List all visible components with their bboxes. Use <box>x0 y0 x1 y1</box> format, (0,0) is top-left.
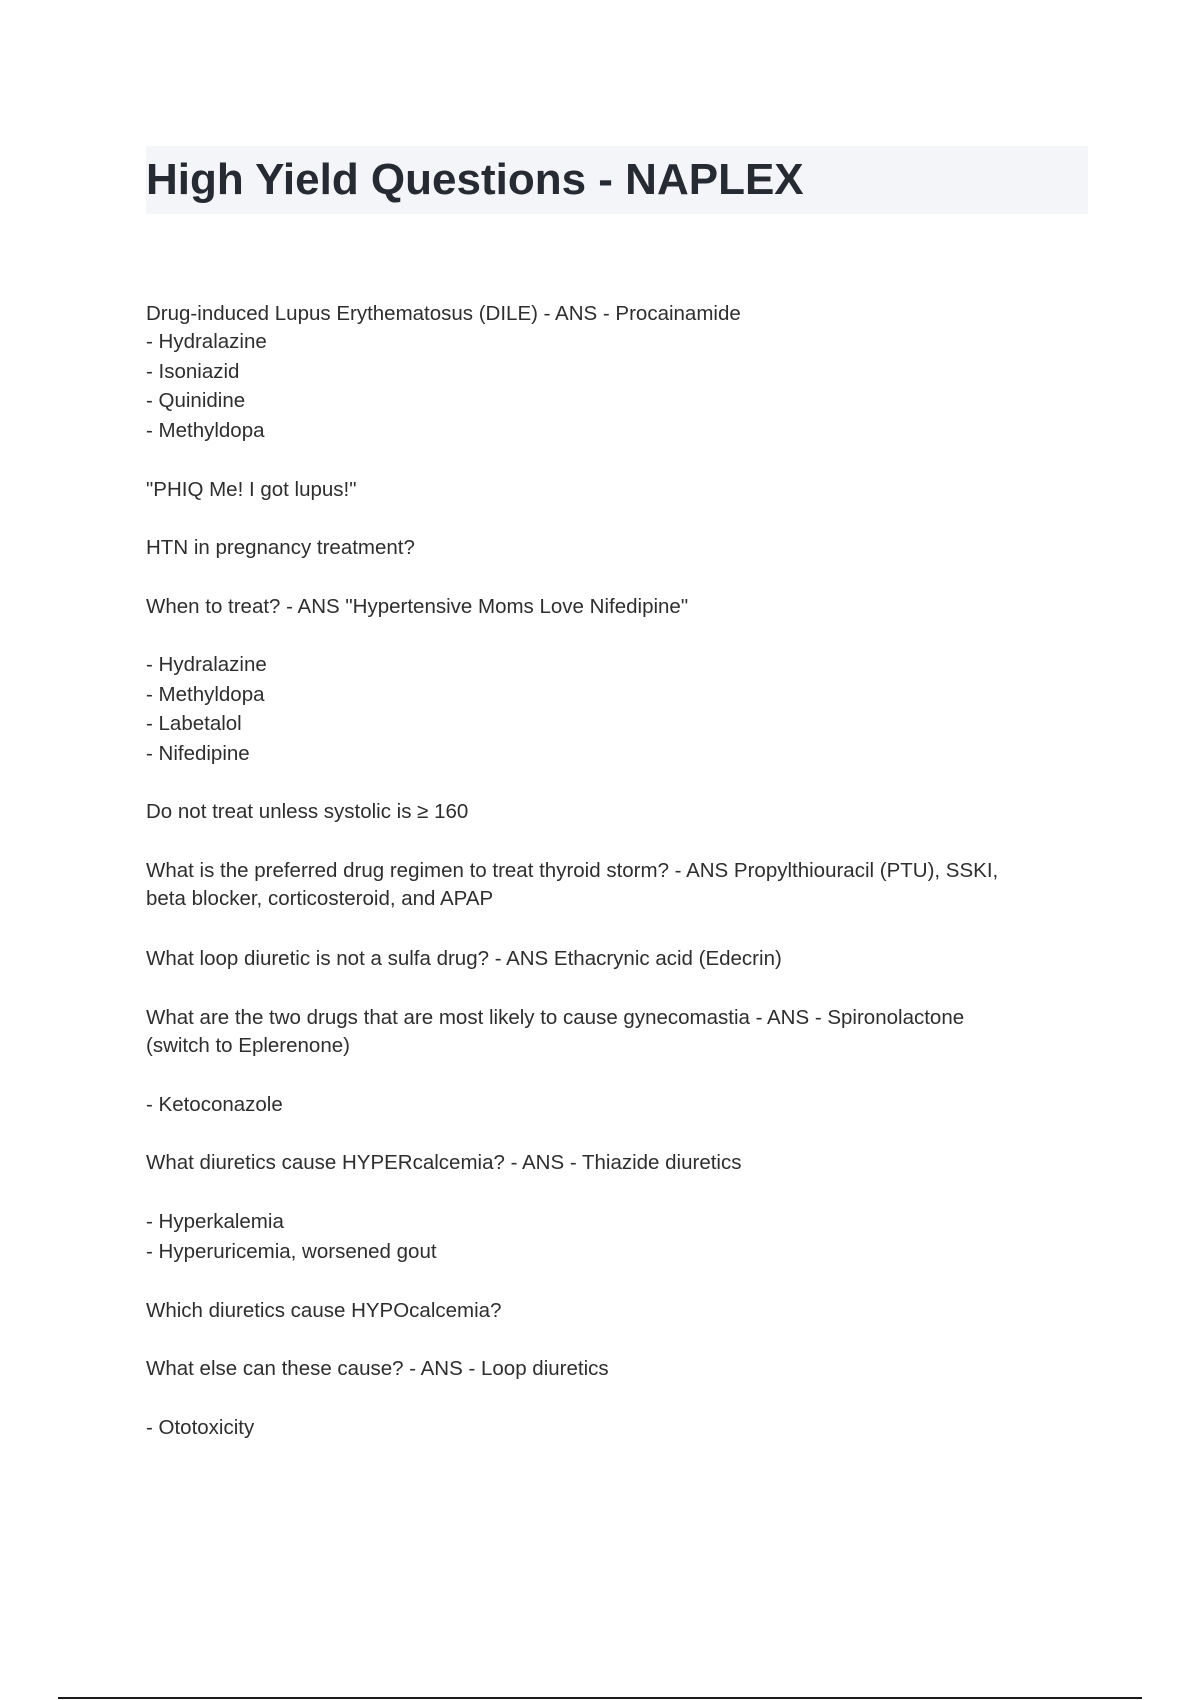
text-line: - Hyperkalemia <box>146 1210 284 1233</box>
text-line: - Nifedipine <box>146 742 250 765</box>
text-line: beta blocker, corticosteroid, and APAP <box>146 887 494 910</box>
text-line: - Hydralazine <box>146 653 267 676</box>
document-title: High Yield Questions - NAPLEX <box>146 155 804 204</box>
text-line: - Isoniazid <box>146 360 240 383</box>
text-line: - Hydralazine <box>146 330 267 353</box>
text-line: "PHIQ Me! I got lupus!" <box>146 478 357 501</box>
text-line: - Hyperuricemia, worsened gout <box>146 1240 437 1263</box>
text-line: - Labetalol <box>146 712 242 735</box>
text-line: Do not treat unless systolic is ≥ 160 <box>146 800 469 823</box>
text-line: What else can these cause? - ANS - Loop diuretics <box>146 1357 609 1380</box>
text-line: - Ketoconazole <box>146 1093 283 1116</box>
text-line: When to treat? - ANS "Hypertensive Moms Love Nifedipine" <box>146 595 689 618</box>
text-line: - Methyldopa <box>146 683 265 706</box>
text-line: HTN in pregnancy treatment? <box>146 536 415 559</box>
text-line: Which diuretics cause HYPOcalcemia? <box>146 1299 502 1322</box>
text-line: - Quinidine <box>146 389 246 412</box>
text-line: - Ototoxicity <box>146 1416 255 1439</box>
text-line: - Methyldopa <box>146 419 265 442</box>
text-line: Drug-induced Lupus Erythematosus (DILE) - ANS - Procainamide <box>146 302 741 325</box>
text-line: What loop diuretic is not a sulfa drug? - ANS Ethacrynic acid (Edecrin) <box>146 947 782 970</box>
text-line: What diuretics cause HYPERcalcemia? - ANS - Thiazide diuretics <box>146 1151 742 1174</box>
text-line: (switch to Eplerenone) <box>146 1034 350 1057</box>
footer-divider <box>58 1697 1142 1699</box>
text-line: What are the two drugs that are most likely to cause gynecomastia - ANS - Spironolactone <box>146 1006 965 1029</box>
text-line: What is the preferred drug regimen to treat thyroid storm? - ANS Propylthiouracil (PTU), SSKI, <box>146 859 999 882</box>
